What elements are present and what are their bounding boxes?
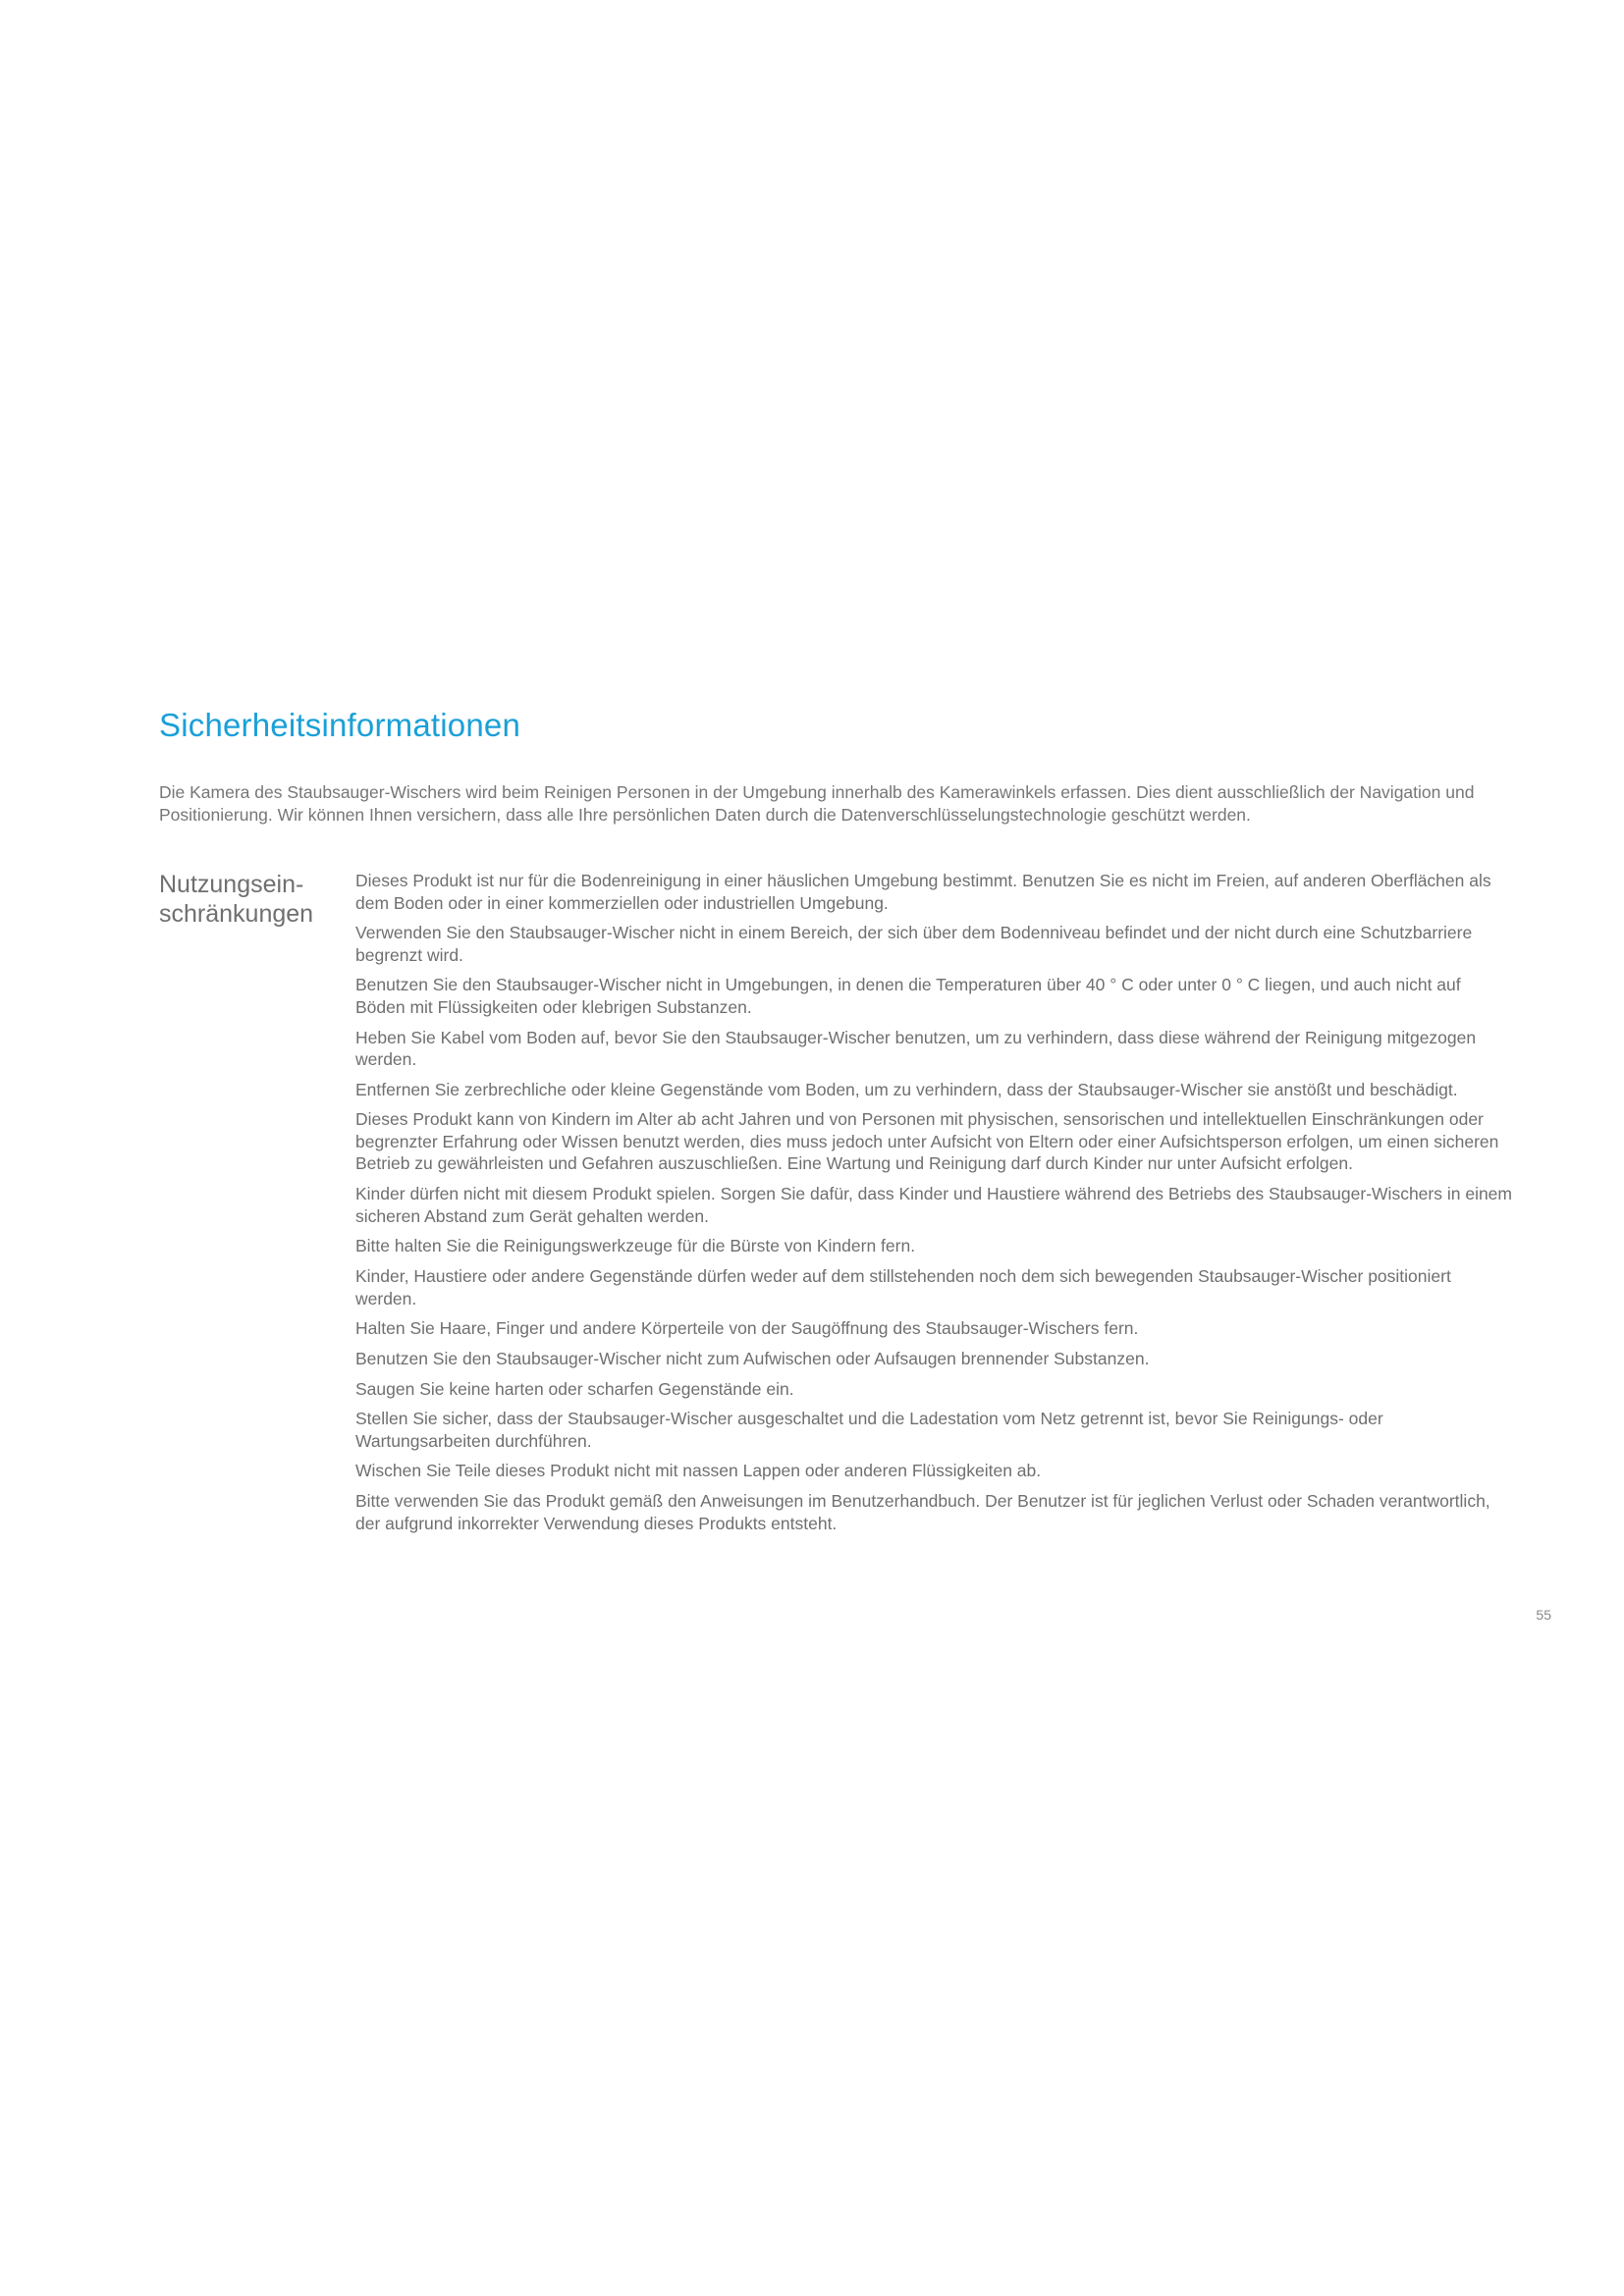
list-item: Entfernen Sie zerbrechliche oder kleine Gegenstände vom Boden, um zu verhindern, dass der Staubsauger-Wischer sie anstößt und beschädigt. — [355, 1079, 1458, 1099]
list-item: Dieses Produkt kann von Kindern im Alter ab acht Jahren und von Personen mit physischen, sensorischen und intellektuellen Einschränkungen oder begrenzter Erfahrung oder Wissen benutzt werden, dies muss jedoch unter Aufsicht von Eltern oder einer Aufsichtsperson erfolgen, um einen sicheren Betrieb zu gewährleisten und Gefahren auszuschließen. Eine Wartung und Reinigung darf durch Kinder nur unter Aufsicht erfolgen. — [355, 1109, 1499, 1174]
list-item: Bitte halten Sie die Reinigungswerkzeuge für die Bürste von Kindern fern. — [355, 1236, 916, 1256]
page-number: 55 — [1536, 1607, 1551, 1623]
list-item: Benutzen Sie den Staubsauger-Wischer nicht in Umgebungen, in denen die Temperaturen über 40 ° C oder unter 0 ° C liegen, und auch nicht auf Böden mit Flüssigkeiten oder klebrigen Substanzen. — [355, 975, 1461, 1017]
section-heading-line-1: Nutzungsein- — [159, 871, 304, 898]
list-item: Heben Sie Kabel vom Boden auf, bevor Sie den Staubsauger-Wischer benutzen, um zu verhindern, dass diese während der Reinigung mitgezogen werden. — [355, 1027, 1477, 1070]
restriction-list — [355, 870, 1514, 1542]
page-title: Sicherheitsinformationen — [159, 707, 520, 743]
list-item: Benutzen Sie den Staubsauger-Wischer nicht zum Aufwischen oder Aufsaugen brennender Substanzen. — [355, 1348, 1150, 1368]
section-heading-line-2: schränkungen — [159, 900, 314, 928]
list-item: Wischen Sie Teile dieses Produkt nicht mit nassen Lappen oder anderen Flüssigkeiten ab. — [355, 1461, 1042, 1481]
list-item: Bitte verwenden Sie das Produkt gemäß den Anweisungen im Benutzerhandbuch. Der Benutzer ist für jeglichen Verlust oder Schaden verantwortlich, der aufgrund inkorrekter Verwendung dieses Produkts entsteht. — [355, 1491, 1490, 1533]
list-item: Dieses Produkt ist nur für die Bodenreinigung in einer häuslichen Umgebung bestimmt. Benutzen Sie es nicht im Freien, auf anderen Oberflächen als dem Boden oder in einer kommerziellen oder industriellen Umgebung. — [355, 871, 1491, 913]
section-heading — [159, 870, 355, 929]
list-item: Stellen Sie sicher, dass der Staubsauger-Wischer ausgeschaltet und die Ladestation vom Netz getrennt ist, bevor Sie Reinigungs- oder Wartungsarbeiten durchführen. — [355, 1409, 1383, 1451]
list-item: Halten Sie Haare, Finger und andere Körperteile von der Saugöffnung des Staubsauger-Wischers fern. — [355, 1318, 1139, 1339]
list-item: Saugen Sie keine harten oder scharfen Gegenstände ein. — [355, 1378, 794, 1399]
list-item: Kinder dürfen nicht mit diesem Produkt spielen. Sorgen Sie dafür, dass Kinder und Haustiere während des Betriebs des Staubsauger-Wischers in einem sicheren Abstand zum Gerät gehalten werden. — [355, 1184, 1512, 1226]
intro-paragraph: Die Kamera des Staubsauger-Wischers wird beim Reinigen Personen in der Umgebung innerhalb des Kamerawinkels erfassen. Dies dient ausschließlich der Navigation und Positionierung. Wir können Ihnen versichern, dass alle Ihre persönlichen Daten durch die Datenverschlüsselungstechnologie geschützt werden. — [159, 782, 1475, 825]
list-item: Verwenden Sie den Staubsauger-Wischer nicht in einem Bereich, der sich über dem Bodenniveau befindet und der nicht durch eine Schutzbarriere begrenzt wird. — [355, 923, 1473, 965]
list-item: Kinder, Haustiere oder andere Gegenstände dürfen weder auf dem stillstehenden noch dem sich bewegenden Staubsauger-Wischer positioniert werden. — [355, 1266, 1451, 1308]
